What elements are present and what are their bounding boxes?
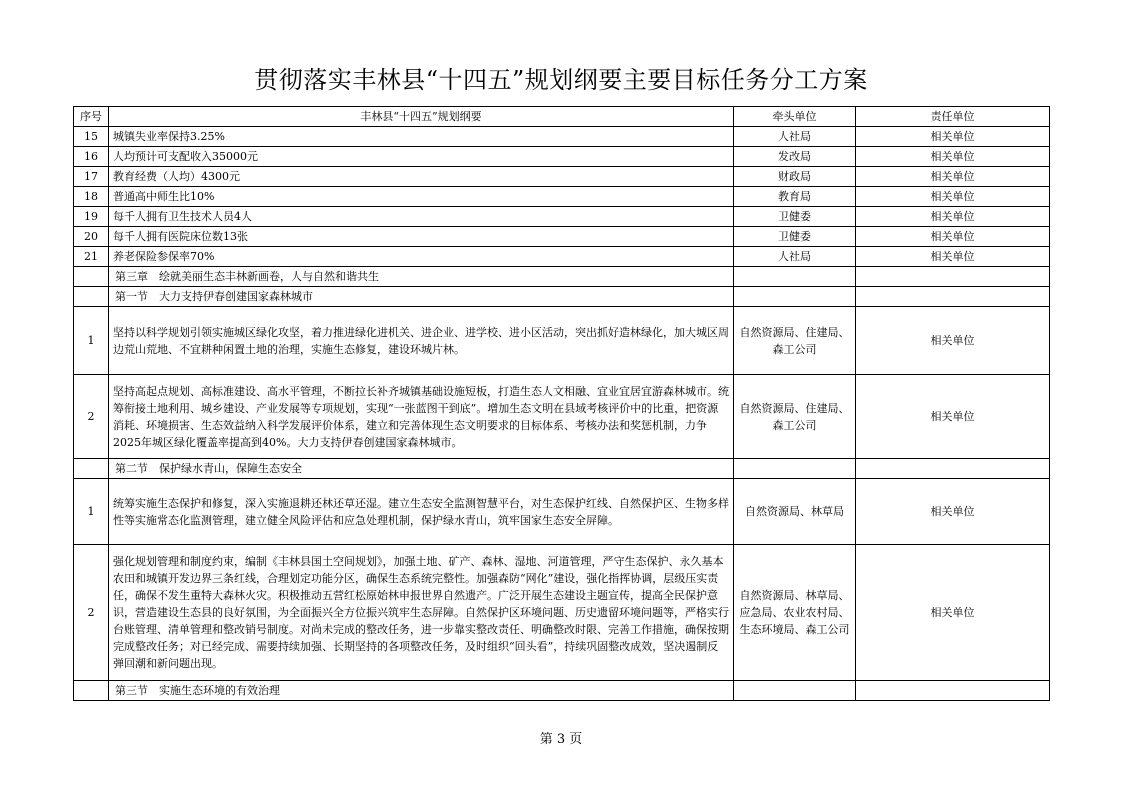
empty-cell bbox=[74, 287, 109, 307]
row-content: 统筹实施生态保护和修复，深入实施退耕还林还草还湿。建立生态安全监测智慧平台，对生态保护红线、自然保护区、生物多样性等实施常态化监测管理，建立健全风险评估和应急处理机制，保护绿水青山，筑牢国家生态安全屏障。 bbox=[109, 479, 734, 545]
row-resp-unit: 相关单位 bbox=[856, 127, 1050, 147]
row-lead-unit: 自然资源局、林草局、应急局、农业农村局、生态环境局、森工公司 bbox=[734, 545, 856, 681]
row-resp-unit: 相关单位 bbox=[856, 375, 1050, 459]
row-resp-unit: 相关单位 bbox=[856, 187, 1050, 207]
table-row bbox=[74, 479, 1050, 545]
row-resp-unit: 相关单位 bbox=[856, 479, 1050, 545]
table-header-row bbox=[74, 107, 1050, 127]
row-no: 2 bbox=[74, 375, 109, 459]
row-lead-unit: 自然资源局、住建局、森工公司 bbox=[734, 307, 856, 375]
row-resp-unit: 相关单位 bbox=[856, 227, 1050, 247]
section-row bbox=[74, 287, 1050, 307]
table-row bbox=[74, 127, 1050, 147]
row-content: 教育经费（人均）4300元 bbox=[109, 167, 734, 187]
row-no: 20 bbox=[74, 227, 109, 247]
row-no: 16 bbox=[74, 147, 109, 167]
table-row bbox=[74, 307, 1050, 375]
row-content: 坚持以科学规划引领实施城区绿化攻坚，着力推进绿化进机关、进企业、进学校、进小区活动，突出抓好造林绿化，加大城区周边荒山荒地、不宜耕种闲置土地的治理，实施生态修复，建设环城片林。 bbox=[109, 307, 734, 375]
row-lead-unit: 人社局 bbox=[734, 127, 856, 147]
row-lead-unit: 人社局 bbox=[734, 247, 856, 267]
row-resp-unit: 相关单位 bbox=[856, 167, 1050, 187]
row-content: 普通高中师生比10% bbox=[109, 187, 734, 207]
header-resp-unit: 责任单位 bbox=[856, 107, 1050, 127]
row-lead-unit: 教育局 bbox=[734, 187, 856, 207]
section-row bbox=[74, 459, 1050, 479]
row-no: 1 bbox=[74, 479, 109, 545]
row-content: 坚持高起点规划、高标准建设、高水平管理，不断拉长补齐城镇基础设施短板，打造生态人文相融、宜业宜居宜游森林城市。统筹衔接土地利用、城乡建设、产业发展等专项规划，实现“一张蓝图干到底”。增加生态文明在县域考核评价中的比重，把资源消耗、环境损害、生态效益纳入科学发展评价体系，建立和完善体现生态文明要求的目标体系、考核办法和奖惩机制，力争2025年城区绿化覆盖率提高到40%。大力支持伊春创建国家森林城市。 bbox=[109, 375, 734, 459]
row-no: 18 bbox=[74, 187, 109, 207]
section-title: 第二节 保护绿水青山，保障生态安全 bbox=[109, 459, 734, 479]
row-resp-unit: 相关单位 bbox=[856, 247, 1050, 267]
row-no: 15 bbox=[74, 127, 109, 147]
page-number: 第 3 页 bbox=[539, 732, 583, 747]
row-resp-unit: 相关单位 bbox=[856, 545, 1050, 681]
empty-cell bbox=[734, 459, 856, 479]
row-lead-unit: 卫健委 bbox=[734, 207, 856, 227]
empty-cell bbox=[734, 267, 856, 287]
empty-cell bbox=[856, 287, 1050, 307]
section-row bbox=[74, 681, 1050, 701]
header-no: 序号 bbox=[74, 107, 109, 127]
table-row bbox=[74, 167, 1050, 187]
table-row bbox=[74, 375, 1050, 459]
table-row bbox=[74, 147, 1050, 167]
section-title: 第三节 实施生态环境的有效治理 bbox=[109, 681, 734, 701]
row-no: 17 bbox=[74, 167, 109, 187]
row-lead-unit: 财政局 bbox=[734, 167, 856, 187]
table-row bbox=[74, 227, 1050, 247]
empty-cell bbox=[856, 267, 1050, 287]
empty-cell bbox=[856, 681, 1050, 701]
empty-cell bbox=[734, 681, 856, 701]
row-content: 强化规划管理和制度约束，编制《丰林县国土空间规划》，加强土地、矿产、森林、湿地、河道管理，严守生态保护、永久基本农田和城镇开发边界三条红线，合理划定功能分区，确保生态系统完整性。加强森防“网化”建设，强化指挥协调，层级压实责任，确保不发生重特大森林火灾。积极推动五营红松原始林申报世界自然遗产。广泛开展生态建设主题宣传，提高全民保护意识，营造建设生态县的良好氛围，为全面振兴全方位振兴筑牢生态屏障。自然保护区环境问题、历史遗留环境问题等，严格实行台账管理、清单管理和整改销号制度。对尚未完成的整改任务，进一步靠实整改责任、明确整改时限、完善工作措施，确保按期完成整改任务；对已经完成、需要持续加强、长期坚持的各项整改任务，及时组织“回头看”，持续巩固整改成效，坚决遏制反弹回潮和新问题出现。 bbox=[109, 545, 734, 681]
row-resp-unit: 相关单位 bbox=[856, 207, 1050, 227]
empty-cell bbox=[734, 287, 856, 307]
row-content: 养老保险参保率70% bbox=[109, 247, 734, 267]
row-lead-unit: 自然资源局、林草局 bbox=[734, 479, 856, 545]
row-no: 19 bbox=[74, 207, 109, 227]
chapter-title: 第三章 绘就美丽生态丰林新画卷，人与自然和谐共生 bbox=[109, 267, 734, 287]
row-content: 人均预计可支配收入35000元 bbox=[109, 147, 734, 167]
row-no: 21 bbox=[74, 247, 109, 267]
chapter-row bbox=[74, 267, 1050, 287]
empty-cell bbox=[74, 459, 109, 479]
row-content: 每千人拥有卫生技术人员4人 bbox=[109, 207, 734, 227]
empty-cell bbox=[856, 459, 1050, 479]
row-resp-unit: 相关单位 bbox=[856, 307, 1050, 375]
header-lead-unit: 牵头单位 bbox=[734, 107, 856, 127]
table-row bbox=[74, 187, 1050, 207]
table-row bbox=[74, 247, 1050, 267]
header-outline: 丰林县“十四五”规划纲要 bbox=[109, 107, 734, 127]
row-resp-unit: 相关单位 bbox=[856, 147, 1050, 167]
row-lead-unit: 发改局 bbox=[734, 147, 856, 167]
table-row bbox=[74, 207, 1050, 227]
task-table bbox=[73, 106, 1050, 701]
empty-cell bbox=[74, 267, 109, 287]
section-title: 第一节 大力支持伊春创建国家森林城市 bbox=[109, 287, 734, 307]
row-no: 1 bbox=[74, 307, 109, 375]
row-no: 2 bbox=[74, 545, 109, 681]
row-lead-unit: 卫健委 bbox=[734, 227, 856, 247]
row-lead-unit: 自然资源局、住建局、森工公司 bbox=[734, 375, 856, 459]
document-title: 贯彻落实丰林县“十四五”规划纲要主要目标任务分工方案 bbox=[254, 66, 868, 94]
row-content: 城镇失业率保持3.25% bbox=[109, 127, 734, 147]
table-row bbox=[74, 545, 1050, 681]
empty-cell bbox=[74, 681, 109, 701]
row-content: 每千人拥有医院床位数13张 bbox=[109, 227, 734, 247]
